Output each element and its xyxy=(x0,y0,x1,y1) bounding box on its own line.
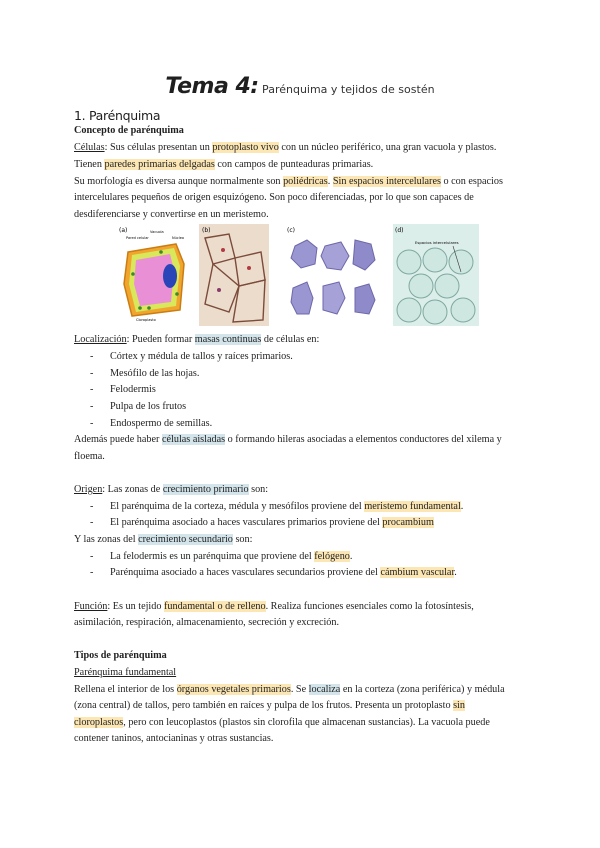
chloroplast xyxy=(147,306,151,310)
list-item: - Felodermis xyxy=(90,384,156,395)
list-item: - Pulpa de los frutos xyxy=(90,401,187,412)
highlight: poliédricas xyxy=(283,176,328,187)
text: : Sus células presentan un xyxy=(104,142,213,153)
list-item: - El parénquima asociado a haces vasculares primarios proviene del procambium xyxy=(90,517,434,528)
text: Además puede haber xyxy=(74,434,162,445)
highlight: crecimiento secundario xyxy=(138,534,233,545)
term-origen: Origen xyxy=(74,484,103,495)
figure-d-label: (d) xyxy=(395,227,404,234)
text: . Se xyxy=(290,684,309,695)
text: o formando hileras asociadas a elementos conductores del xilema y xyxy=(225,434,502,445)
text: Y las zonas del xyxy=(74,534,139,545)
text: . xyxy=(327,176,333,187)
text: de células en: xyxy=(261,334,320,345)
chloroplast xyxy=(175,292,179,296)
origen-line-2 xyxy=(74,532,534,549)
title-sub: Parénquima y tejidos de sostén xyxy=(258,83,435,96)
text: , pero con leucoplastos (plastos sin clorofila que almacenan sustancias). La vacuola puede xyxy=(123,717,490,728)
list-item: - El parénquima de la corteza, médula y mesófilos proviene del meristemo fundamental. xyxy=(90,501,464,512)
cell xyxy=(397,298,421,322)
text: Rellena el interior de los xyxy=(74,684,177,695)
cell xyxy=(423,300,447,324)
list-item: - Córtex y médula de tallos y raíces primarios. xyxy=(90,351,293,362)
figure-a-cell-diagram xyxy=(116,224,192,324)
list-item-text: Felodermis xyxy=(110,384,156,395)
page-title xyxy=(0,74,600,99)
figure-a-label-pared: Pared celular xyxy=(126,236,149,240)
highlight: localiza xyxy=(308,684,341,695)
text: o con espacios xyxy=(440,176,503,187)
title-colon: : xyxy=(250,74,259,99)
highlight: felógeno xyxy=(314,551,350,562)
concepto-line-2 xyxy=(74,157,534,174)
text: Tienen xyxy=(74,159,105,170)
cell xyxy=(435,274,459,298)
list-item-text: Córtex y médula de tallos y raíces primarios. xyxy=(110,351,293,362)
highlight: órganos vegetales primarios xyxy=(176,684,291,695)
figure-c-polyhedral-cells xyxy=(285,224,381,324)
funcion-line-1 xyxy=(74,599,534,616)
localizacion-line-2 xyxy=(74,432,534,449)
tipos-line-4: contener taninos, antocianinas y otras sustancias. xyxy=(74,733,274,744)
title-main: Tema 4 xyxy=(165,74,251,99)
highlight: protoplasto vivo xyxy=(212,142,279,153)
chloroplast xyxy=(138,306,142,310)
text: La felodermis es un parénquima que proviene del xyxy=(110,551,315,562)
text: : Las zonas de xyxy=(102,484,163,495)
micrograph-bg xyxy=(199,224,269,326)
term-funcion: Función xyxy=(74,601,108,612)
highlight: cloroplastos xyxy=(74,717,124,728)
text: (zona central) de tallos, pero también en raíces y pulpa de los frutos. Presenta un protoplasto xyxy=(74,700,454,711)
cell xyxy=(451,298,475,322)
list-item-text: Mesófilo de las hojas. xyxy=(110,368,200,379)
highlight: Sin espacios intercelulares xyxy=(332,176,441,187)
text: . xyxy=(460,501,464,512)
list-item: - Endospermo de semillas. xyxy=(90,418,213,429)
figure-a-label: (a) xyxy=(119,227,128,234)
text: Su morfología es diversa aunque normalmente son xyxy=(74,176,284,187)
concepto-line-1 xyxy=(74,140,534,157)
cell xyxy=(397,250,421,274)
stain-spot xyxy=(217,288,221,292)
chloroplast xyxy=(159,250,163,254)
polyhedral-cell xyxy=(321,242,349,270)
funcion-line-2: asimilación, respiración, almacenamiento, secreción y excreción. xyxy=(74,617,340,628)
list-item: - Mesófilo de las hojas. xyxy=(90,368,200,379)
figure-d-intercellular-spaces xyxy=(393,224,479,326)
figure-a-label-cloroplasto: Cloroplasto xyxy=(136,318,156,322)
figure-c-label: (c) xyxy=(287,227,295,234)
text: : Es un tejido xyxy=(107,601,164,612)
text: son: xyxy=(248,484,269,495)
chloroplast xyxy=(131,272,135,276)
cell xyxy=(449,250,473,274)
highlight: meristemo fundamental xyxy=(364,501,461,512)
tipos-heading: Tipos de parénquima xyxy=(74,650,167,661)
term-celulas: Células xyxy=(74,142,105,153)
highlight: crecimiento primario xyxy=(162,484,249,495)
concepto-line-4: intercelulares pequeños de origen esquizógeno. Son poco diferenciadas, por lo que son capaces de xyxy=(74,192,474,203)
text: : Pueden formar xyxy=(126,334,195,345)
concepto-heading: Concepto de parénquima xyxy=(74,125,184,136)
text: con campos de punteaduras primarias. xyxy=(214,159,374,170)
highlight: fundamental o de relleno xyxy=(164,601,266,612)
highlight: células aisladas xyxy=(161,434,226,445)
localizacion-line-3: floema. xyxy=(74,451,105,462)
polyhedral-cell xyxy=(291,240,317,268)
term-localizacion: Localización xyxy=(74,334,127,345)
text: con un núcleo periférico, una gran vacuola y plastos. xyxy=(278,142,497,153)
section-heading-parenquima: 1. Parénquima xyxy=(74,108,161,123)
highlight: procambium xyxy=(382,517,434,528)
list-item-text: Endospermo de semillas. xyxy=(110,418,213,429)
cell xyxy=(423,248,447,272)
cell xyxy=(409,274,433,298)
text: . xyxy=(454,567,457,578)
tipos-line-2 xyxy=(74,698,534,715)
nucleus xyxy=(163,264,177,288)
highlight: cámbium vascular xyxy=(380,567,455,578)
text: en la corteza (zona periférica) y médula xyxy=(340,684,505,695)
stain-spot xyxy=(247,266,251,270)
text: . xyxy=(349,551,353,562)
list-item: - La felodermis es un parénquima que proviene del felógeno. xyxy=(90,551,353,562)
text: son: xyxy=(232,534,253,545)
polyhedral-cell xyxy=(323,282,345,314)
localizacion-line-1 xyxy=(74,332,534,349)
text: . Realiza funciones esenciales como la fotosíntesis, xyxy=(265,601,474,612)
tipos-line-3 xyxy=(74,715,534,732)
list-item-text: Pulpa de los frutos xyxy=(110,401,187,412)
stain-spot xyxy=(221,248,225,252)
figure-a-label-nucleo: Núcleo xyxy=(172,236,185,240)
origen-line-1 xyxy=(74,482,534,499)
highlight: paredes primarias delgadas xyxy=(104,159,215,170)
figure-b-micrograph xyxy=(199,224,269,326)
tipos-subheading: Parénquima fundamental xyxy=(74,667,177,678)
highlight: masas continuas xyxy=(194,334,262,345)
concepto-line-5: desdiferenciarse y convertirse en un meristemo. xyxy=(74,209,269,220)
figure-b-label: (b) xyxy=(202,227,211,234)
concepto-line-3 xyxy=(74,174,534,191)
text: El parénquima de la corteza, médula y mesófilos proviene del xyxy=(110,501,365,512)
list-item: - Parénquima asociado a haces vasculares secundarios proviene del cámbium vascular. xyxy=(90,567,457,578)
text: Parénquima asociado a haces vasculares secundarios proviene del xyxy=(110,567,381,578)
polyhedral-cell xyxy=(291,282,313,314)
polyhedral-cell xyxy=(355,284,375,314)
highlight: sin xyxy=(453,700,465,711)
figure-d-label-espacios: Espacios intercelulares xyxy=(415,240,459,245)
polyhedral-cell xyxy=(353,240,375,270)
figure-a-label-vacuola: Vacuola xyxy=(150,230,164,234)
tipos-line-1 xyxy=(74,682,534,699)
text: El parénquima asociado a haces vasculares primarios proviene del xyxy=(110,517,383,528)
